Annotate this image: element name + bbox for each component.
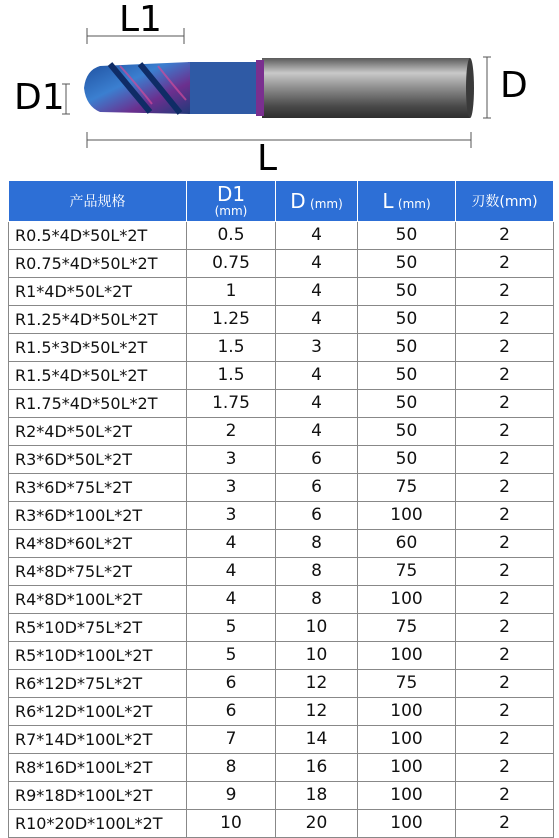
table-row <box>9 418 554 446</box>
table-row <box>9 278 554 306</box>
d-cell: 18 <box>276 782 358 810</box>
l-cell: 75 <box>358 558 456 586</box>
table-row <box>9 558 554 586</box>
d1-cell: 3 <box>187 502 276 530</box>
d1-label: D1 <box>14 77 65 118</box>
l-label: L <box>257 138 278 179</box>
d-cell: 12 <box>276 698 358 726</box>
d-cell: 4 <box>276 306 358 334</box>
l-cell: 50 <box>358 390 456 418</box>
flutes-cell: 2 <box>456 418 554 446</box>
header-l: L (mm) <box>358 181 456 222</box>
d-cell: 6 <box>276 446 358 474</box>
l-cell: 100 <box>358 754 456 782</box>
flutes-cell: 2 <box>456 698 554 726</box>
spec-cell: R0.5*4D*50L*2T <box>9 222 187 250</box>
d-cell: 20 <box>276 810 358 838</box>
end-mill-drawing <box>0 0 559 178</box>
l-cell: 75 <box>358 614 456 642</box>
table-row <box>9 362 554 390</box>
d-cell: 10 <box>276 614 358 642</box>
table-row <box>9 306 554 334</box>
flutes-cell: 2 <box>456 502 554 530</box>
d1-cell: 5 <box>187 642 276 670</box>
l-cell: 75 <box>358 670 456 698</box>
header-d1: D1 (mm) <box>187 181 276 222</box>
l-cell: 50 <box>358 278 456 306</box>
table-row <box>9 810 554 838</box>
l-cell: 50 <box>358 334 456 362</box>
d-cell: 6 <box>276 502 358 530</box>
header-d: D (mm) <box>276 181 358 222</box>
flutes-cell: 2 <box>456 726 554 754</box>
d-cell: 4 <box>276 418 358 446</box>
d1-cell: 10 <box>187 810 276 838</box>
d1-cell: 4 <box>187 586 276 614</box>
spec-table <box>8 180 554 838</box>
flutes-cell: 2 <box>456 278 554 306</box>
d1-cell: 0.75 <box>187 250 276 278</box>
l-cell: 50 <box>358 306 456 334</box>
l-cell: 100 <box>358 782 456 810</box>
flutes-cell: 2 <box>456 810 554 838</box>
spec-cell: R1.75*4D*50L*2T <box>9 390 187 418</box>
flutes-cell: 2 <box>456 754 554 782</box>
l-cell: 50 <box>358 362 456 390</box>
flutes-cell: 2 <box>456 390 554 418</box>
d-cell: 4 <box>276 250 358 278</box>
d1-cell: 8 <box>187 754 276 782</box>
table-row <box>9 334 554 362</box>
flutes-cell: 2 <box>456 586 554 614</box>
d1-cell: 1.5 <box>187 362 276 390</box>
table-row <box>9 530 554 558</box>
table-row <box>9 754 554 782</box>
table-row <box>9 250 554 278</box>
d-cell: 4 <box>276 278 358 306</box>
table-row <box>9 642 554 670</box>
l-cell: 50 <box>358 250 456 278</box>
flutes-cell: 2 <box>456 670 554 698</box>
spec-cell: R6*12D*75L*2T <box>9 670 187 698</box>
spec-cell: R6*12D*100L*2T <box>9 698 187 726</box>
d-label: D <box>500 65 528 106</box>
d-cell: 4 <box>276 390 358 418</box>
l-cell: 50 <box>358 222 456 250</box>
spec-cell: R7*14D*100L*2T <box>9 726 187 754</box>
d1-cell: 4 <box>187 530 276 558</box>
d-cell: 3 <box>276 334 358 362</box>
d1-cell: 6 <box>187 698 276 726</box>
flutes-cell: 2 <box>456 642 554 670</box>
d1-cell: 1.75 <box>187 390 276 418</box>
d1-cell: 0.5 <box>187 222 276 250</box>
table-row <box>9 474 554 502</box>
spec-cell: R1.25*4D*50L*2T <box>9 306 187 334</box>
l-cell: 100 <box>358 586 456 614</box>
d1-cell: 1.5 <box>187 334 276 362</box>
l-cell: 50 <box>358 418 456 446</box>
table-row <box>9 446 554 474</box>
table-row <box>9 502 554 530</box>
spec-cell: R9*18D*100L*2T <box>9 782 187 810</box>
d1-cell: 2 <box>187 418 276 446</box>
d1-cell: 1.25 <box>187 306 276 334</box>
d1-cell: 3 <box>187 446 276 474</box>
flutes-cell: 2 <box>456 362 554 390</box>
table-row <box>9 586 554 614</box>
d-cell: 8 <box>276 530 358 558</box>
table-row <box>9 614 554 642</box>
l-cell: 60 <box>358 530 456 558</box>
d1-cell: 4 <box>187 558 276 586</box>
flutes-cell: 2 <box>456 530 554 558</box>
d1-cell: 9 <box>187 782 276 810</box>
d-cell: 10 <box>276 642 358 670</box>
d-cell: 12 <box>276 670 358 698</box>
table-row <box>9 390 554 418</box>
l1-label: L1 <box>119 0 162 40</box>
header-spec: 产品规格 <box>9 181 187 222</box>
d-cell: 8 <box>276 558 358 586</box>
spec-cell: R3*6D*75L*2T <box>9 474 187 502</box>
flutes-cell: 2 <box>456 782 554 810</box>
l-cell: 75 <box>358 474 456 502</box>
spec-cell: R1.5*3D*50L*2T <box>9 334 187 362</box>
flutes-cell: 2 <box>456 446 554 474</box>
spec-cell: R10*20D*100L*2T <box>9 810 187 838</box>
l-cell: 50 <box>358 446 456 474</box>
header-row <box>9 181 554 222</box>
l-cell: 100 <box>358 810 456 838</box>
spec-cell: R4*8D*100L*2T <box>9 586 187 614</box>
d1-cell: 6 <box>187 670 276 698</box>
table-row <box>9 670 554 698</box>
flutes-cell: 2 <box>456 334 554 362</box>
d-cell: 6 <box>276 474 358 502</box>
shank <box>262 58 470 118</box>
flutes-cell: 2 <box>456 558 554 586</box>
spec-table-body <box>9 222 554 838</box>
spec-cell: R0.75*4D*50L*2T <box>9 250 187 278</box>
d-cell: 14 <box>276 726 358 754</box>
l-cell: 100 <box>358 502 456 530</box>
spec-cell: R3*6D*100L*2T <box>9 502 187 530</box>
table-row <box>9 698 554 726</box>
spec-cell: R1.5*4D*50L*2T <box>9 362 187 390</box>
spec-cell: R2*4D*50L*2T <box>9 418 187 446</box>
l-cell: 100 <box>358 642 456 670</box>
l-cell: 100 <box>358 726 456 754</box>
l-cell: 100 <box>358 698 456 726</box>
d1-cell: 5 <box>187 614 276 642</box>
spec-cell: R3*6D*50L*2T <box>9 446 187 474</box>
flutes-cell: 2 <box>456 614 554 642</box>
d1-cell: 3 <box>187 474 276 502</box>
d-cell: 4 <box>276 362 358 390</box>
flutes-cell: 2 <box>456 222 554 250</box>
end-mill-diagram <box>0 0 559 178</box>
spec-cell: R4*8D*75L*2T <box>9 558 187 586</box>
spec-cell: R1*4D*50L*2T <box>9 278 187 306</box>
flutes-cell: 2 <box>456 250 554 278</box>
spec-cell: R5*10D*100L*2T <box>9 642 187 670</box>
flutes-cell: 2 <box>456 474 554 502</box>
d1-cell: 1 <box>187 278 276 306</box>
table-row <box>9 726 554 754</box>
flutes-cell: 2 <box>456 306 554 334</box>
d-cell: 4 <box>276 222 358 250</box>
spec-cell: R5*10D*75L*2T <box>9 614 187 642</box>
header-flutes: 刃数(mm) <box>456 181 554 222</box>
d1-cell: 7 <box>187 726 276 754</box>
spec-cell: R8*16D*100L*2T <box>9 754 187 782</box>
d-cell: 16 <box>276 754 358 782</box>
table-row <box>9 222 554 250</box>
spec-cell: R4*8D*60L*2T <box>9 530 187 558</box>
d-cell: 8 <box>276 586 358 614</box>
